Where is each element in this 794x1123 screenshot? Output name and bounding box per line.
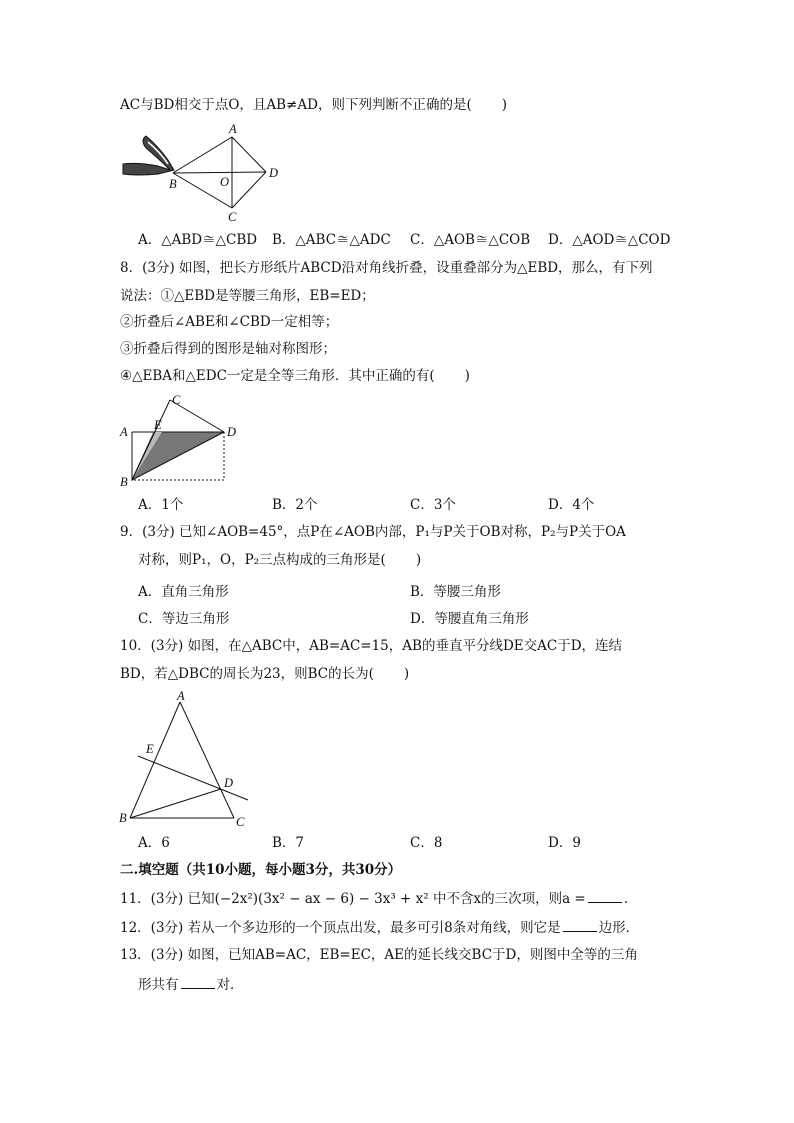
q8-figure [118,392,248,492]
q7-edge-DC [232,172,266,208]
q9-options-row2 [138,609,698,629]
q10-option-c: C．8 [410,835,443,851]
q8-line3: ②折叠后∠ABE和∠CBD一定相等； [120,314,339,330]
q12-line: 12．(3分) 若从一个多边形的一个顶点出发，最多可引8条对角线，则它是 边形． [120,917,639,938]
q10-edge-AB [130,702,180,818]
q12-answer-blank[interactable] [563,917,597,932]
q7-edge-AD [232,137,266,172]
q8-option-d: D．4个 [548,497,595,513]
q11-answer-blank[interactable] [588,888,622,903]
q10-option-d: D．9 [548,835,581,851]
section2-heading: 二.填空题（共10小题，每小题3分，共30分） [120,862,402,878]
q8-label-D: D [227,425,237,439]
q8-line2: 说法：①△EBD是等腰三角形，EB=ED； [120,288,375,304]
q13-answer-blank[interactable] [181,974,215,989]
q8-line4: ③折叠后得到的图形是轴对称图形； [120,341,336,357]
q7-option-d: D．△AOD≅△COD [548,232,671,248]
q10-line2: BD，若△DBC的周长为23，则BC的长为( ) [120,666,410,682]
q7-stem: AC与BD相交于点O，且AB≠AD，则下列判断不正确的是( ) [120,97,507,113]
q7-option-c: C．△AOB≅△COB [410,232,531,248]
q7-label-O: O [220,175,230,189]
q10-figure [118,690,258,830]
q10-label-B: B [119,811,127,825]
q8-label-B: B [120,475,128,489]
q7-option-b: B．△ABC≅△ADC [272,232,391,248]
q11-line: 11．(3分) 已知(−2x²)(3x² − ax − 6) − 3x³ + x² 中不含x的三次项，则a = . [120,888,628,909]
q10-segment-BD [130,789,221,818]
q9-option-c: C．等边三角形 [138,611,230,627]
q10-edge-AC [180,702,234,818]
q9-options-row1 [138,582,698,602]
q10-label-C: C [236,815,245,829]
q7-label-B: B [169,177,177,191]
q10-option-a: A．6 [138,835,170,851]
q7-label-A: A [229,122,237,136]
q9-option-d: D．等腰直角三角形 [410,611,529,627]
q8-label-E: E [154,418,162,432]
q9-line2: 对称，则P₁，O，P₂三点构成的三角形是( ) [138,552,422,568]
q10-option-b: B．7 [272,835,305,851]
q9-option-b: B．等腰三角形 [410,584,501,600]
q8-line5: ④△EBA和△EDC一定是全等三角形．其中正确的有( ) [120,368,470,384]
q10-label-E: E [146,742,154,756]
q7-label-D: D [269,166,279,180]
q10-line1: 10．(3分) 如图，在△ABC中，AB=AC=15，AB的垂直平分线DE交AC于D，连结 [120,638,623,654]
q7-figure [118,122,288,232]
q8-label-A: A [120,425,128,439]
q7-options [138,230,698,250]
q10-label-D: D [224,776,234,790]
q13-line2: 形共有 对． [138,974,244,995]
q8-line1: 8．(3分) 如图，把长方形纸片ABCD沿对角线折叠，设重叠部分为△EBD，那么，有下列 [120,260,653,276]
q7-edge-BA [173,137,232,173]
q8-option-b: B．2个 [272,497,318,513]
q10-options [138,833,698,853]
q10-label-A: A [177,689,185,703]
q13-line1: 13．(3分) 如图，已知AB=AC，EB=EC，AE的延长线交BC于D，则图中全等的三角 [120,947,638,963]
q7-diagonal-BD [173,172,266,173]
q9-option-a: A．直角三角形 [138,584,229,600]
q7-label-C: C [228,210,237,224]
q9-line1: 9．(3分) 已知∠AOB=45°，点P在∠AOB内部，P₁与P关于OB对称，P₂与P关于OA [120,524,626,540]
q8-label-C: C [172,393,181,407]
q8-option-c: C．3个 [410,497,456,513]
q7-option-a: A．△ABD≅△CBD [138,232,258,248]
q8-option-a: A．1个 [138,497,184,513]
q8-options [138,495,698,515]
